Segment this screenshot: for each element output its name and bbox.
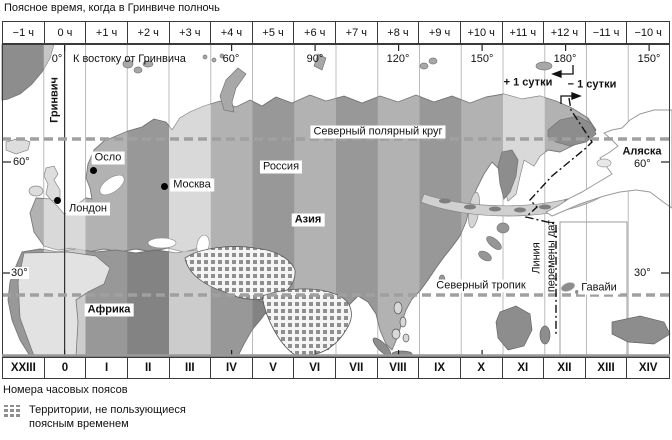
utc-offset-cell: +3 ч <box>170 22 212 43</box>
lat-30-left-label: 30° <box>11 267 28 279</box>
utc-offset-cell: −11 ч <box>586 22 628 43</box>
zone-number-cell: XXIII <box>3 358 45 378</box>
zone-number-cell: VI <box>294 358 336 378</box>
figure-title: Поясное время, когда в Гринвиче полночь <box>4 2 220 14</box>
legend-line-1: Территории, не пользующиеся <box>29 404 186 416</box>
lon-120-label: 120° <box>386 53 410 65</box>
date-line-label-1: Линия <box>530 242 543 274</box>
ireland <box>29 186 43 196</box>
zone-number-cell: III <box>170 358 212 378</box>
lon-150-label: 150° <box>470 53 494 65</box>
lon-180-label: 180° <box>553 53 577 65</box>
zone-numbers-caption: Номера часовых поясов <box>3 384 128 396</box>
zone-number-cell: VIII <box>378 358 420 378</box>
city-dot-london <box>54 197 61 204</box>
zone-number-cell: VII <box>336 358 378 378</box>
region-label-hawaii: Гавайи <box>578 282 620 295</box>
zone-number-cell: II <box>128 358 170 378</box>
zone-number-cell: IX <box>419 358 461 378</box>
city-label-oslo: Осло <box>92 152 125 165</box>
utc-offset-cell: +11 ч <box>503 22 545 43</box>
legend-text <box>29 404 186 431</box>
zone-number-cell: XII <box>544 358 586 378</box>
lat-60-right-label: 60° <box>634 158 651 170</box>
utc-offset-cell: +2 ч <box>128 22 170 43</box>
utc-offset-cell: +6 ч <box>294 22 336 43</box>
region-label-africa: Африка <box>85 304 134 317</box>
utc-offset-cell: +10 ч <box>461 22 503 43</box>
st-lawrence-island <box>597 159 611 167</box>
plus-day-label: + 1 сутки <box>503 76 553 89</box>
checker-swatch-icon <box>4 404 21 418</box>
utc-offset-cell: +12 ч <box>544 22 586 43</box>
zone-number-cell: 0 <box>45 358 87 378</box>
utc-offset-cell: −1 ч <box>3 22 45 43</box>
tropic-label: Северный тропик <box>433 280 528 293</box>
greenwich-label: Гринвич <box>48 77 61 123</box>
zone-number-cell: XIV <box>638 362 658 374</box>
zone-number-cell: V <box>253 358 295 378</box>
lon-150w-label: 150° <box>637 53 661 65</box>
city-dot-moscow <box>161 183 168 190</box>
utc-offset-cell: −10 ч <box>634 26 662 39</box>
utc-offsets-row <box>2 21 670 44</box>
world-timezone-map <box>0 44 672 357</box>
zone-number-cell: XIII <box>586 358 628 378</box>
polar-circle-label: Северный полярный круг <box>310 126 445 139</box>
utc-offset-cell: +4 ч <box>211 22 253 43</box>
utc-offset-cell: +7 ч <box>336 22 378 43</box>
region-label-asia: Азия <box>292 214 325 227</box>
utc-offset-cell: +5 ч <box>253 22 295 43</box>
city-dot-oslo <box>90 167 97 174</box>
minus-day-label: − 1 сутки <box>567 78 617 91</box>
zone-numbers-row <box>2 357 670 379</box>
east-of-greenwich-label: К востоку от Гринвича <box>73 53 186 65</box>
lon-0-label: 0° <box>51 53 63 65</box>
lon-60-label: 60° <box>222 53 240 65</box>
zone-number-cell: I <box>86 358 128 378</box>
lat-30-right-label: 30° <box>634 267 651 279</box>
city-label-london: Лондон <box>66 203 110 216</box>
utc-offset-cell: +9 ч <box>419 22 461 43</box>
legend <box>4 404 186 431</box>
utc-offset-cell: 0 ч <box>45 22 87 43</box>
zone-number-cell: XI <box>503 358 545 378</box>
lat-60-left-label: 60° <box>13 156 30 168</box>
utc-offset-cell: +1 ч <box>86 22 128 43</box>
date-line-label-2: перемены дат <box>545 219 558 293</box>
city-label-moscow: Москва <box>170 179 214 192</box>
legend-line-2: поясным временем <box>29 417 129 430</box>
region-label-alaska: Аляска <box>622 145 662 158</box>
utc-offset-cell: +8 ч <box>378 22 420 43</box>
lon-90-label: 90° <box>306 53 324 65</box>
region-label-russia: Россия <box>260 161 302 174</box>
zone-number-cell: X <box>461 358 503 378</box>
zone-number-cell: IV <box>211 358 253 378</box>
